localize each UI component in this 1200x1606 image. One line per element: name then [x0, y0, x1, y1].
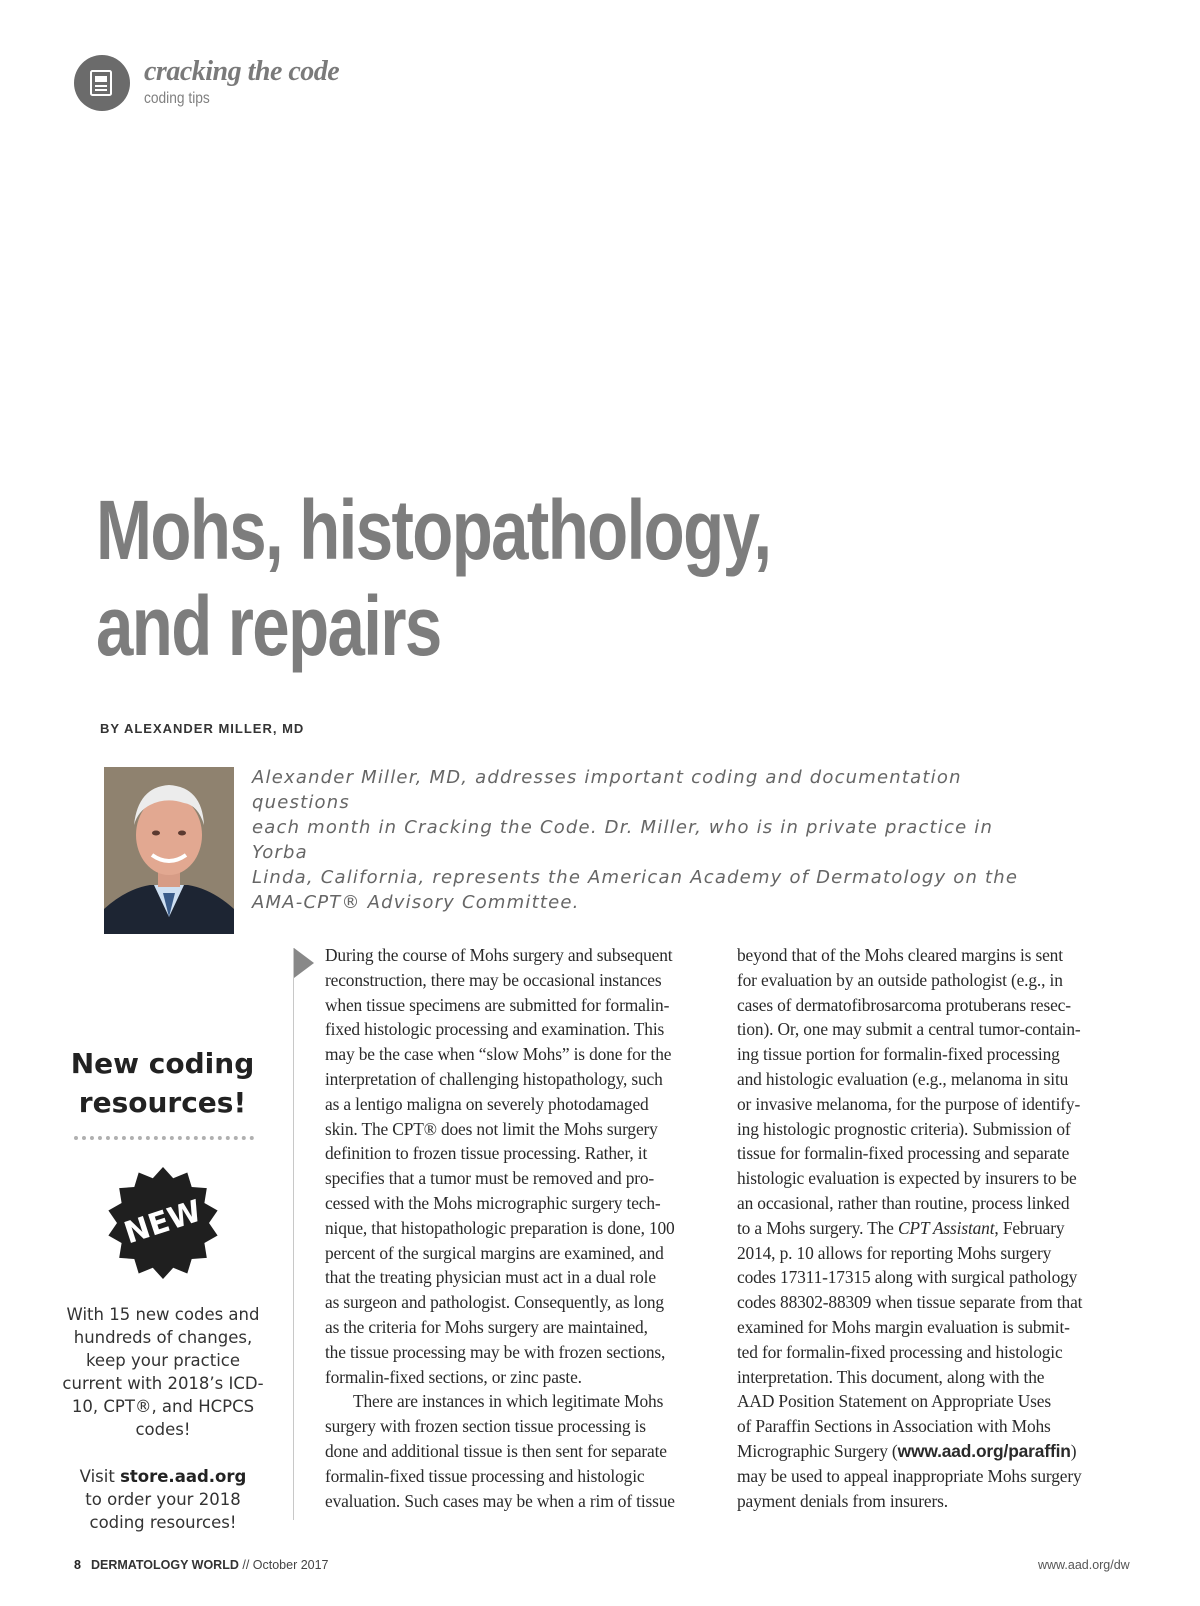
cta-line-3: coding resources!: [89, 1513, 237, 1532]
article-line: for evaluation by an outside pathologist (e.g., in: [737, 969, 1063, 990]
article-line: tissue for formalin-fixed processing and separate: [737, 1143, 1070, 1164]
article-line: formalin-fixed sections, or zinc paste.: [325, 1366, 582, 1387]
article-line: an occasional, rather than routine, process linked: [737, 1192, 1070, 1213]
url-line-prefix: Micrographic Surgery (: [737, 1440, 898, 1461]
magazine-name: DERMATOLOGY WORLD: [90, 1558, 239, 1572]
section-title: cracking the code: [144, 56, 340, 87]
sidebar-body: [58, 1303, 268, 1441]
starburst-icon: [104, 1164, 222, 1282]
article-line: reconstruction, there may be occasional instances: [325, 969, 662, 990]
article-headline: [96, 482, 816, 674]
article-line: percent of the surgical margins are examined, and: [325, 1242, 664, 1263]
article-line: [737, 1216, 1127, 1241]
article-line: as a lentigo maligna on severely photodamaged: [325, 1093, 649, 1114]
article-line: skin. The CPT® does not limit the Mohs surgery: [325, 1118, 658, 1139]
article-line: ted for formalin-fixed processing and histologic: [737, 1341, 1063, 1362]
author-bio: [252, 765, 1032, 915]
article-line: may be used to appeal inappropriate Mohs surgery: [737, 1465, 1082, 1486]
article-column-right: [737, 943, 1127, 1513]
article-line: cases of dermatofibrosarcoma protuberans resec-: [737, 994, 1071, 1015]
sidebar-body-line: codes!: [135, 1420, 191, 1439]
article-line: or invasive melanoma, for the purpose of identify-: [737, 1093, 1081, 1114]
article-line: as surgeon and pathologist. Consequently, as long: [325, 1292, 664, 1313]
article-line: ing histologic prognostic criteria). Submission of: [737, 1118, 1071, 1139]
article-start-arrow-icon: [294, 948, 314, 978]
sidebar-heading-line-2: resources!: [78, 1086, 247, 1119]
article-line: codes 17311-17315 along with surgical pathology: [737, 1267, 1078, 1288]
article-line: interpretation of challenging histopathology, such: [325, 1068, 663, 1089]
article-line: evaluation. Such cases may be when a rim of tissue: [325, 1490, 675, 1511]
author-bio-line: each month in Cracking the Code. Dr. Miller, who is in private practice in Yorba: [252, 817, 994, 863]
article-line: that the treating physician must act in a dual role: [325, 1267, 656, 1288]
article-line: when tissue specimens are submitted for formalin-: [325, 994, 670, 1015]
footer-url[interactable]: www.aad.org/dw: [1038, 1558, 1130, 1572]
article-line: nique, that histopathologic preparation is done, 100: [325, 1217, 675, 1238]
section-subtitle: coding tips: [144, 90, 210, 107]
cta-line-2: to order your 2018: [85, 1490, 241, 1509]
cpt-line-prefix: to a Mohs surgery. The: [737, 1217, 898, 1238]
section-icon: [74, 55, 130, 111]
new-badge: [104, 1164, 222, 1282]
headline-line-1: Mohs, histopathology,: [96, 483, 771, 577]
sidebar-body-line: current with 2018’s ICD-: [62, 1374, 264, 1393]
cpt-line-suffix: , February: [994, 1217, 1065, 1238]
author-bio-line: Linda, California, represents the American Academy of Dermatology on the: [252, 867, 1019, 888]
sidebar-body-line: 10, CPT®, and HCPCS: [71, 1397, 255, 1416]
paraffin-link[interactable]: www.aad.org/paraffin: [897, 1440, 1071, 1461]
sidebar-body-line: keep your practice: [85, 1351, 241, 1370]
article-line: fixed histologic processing and examination. This: [325, 1019, 665, 1040]
article-line: AAD Position Statement on Appropriate Uses: [737, 1391, 1051, 1412]
article-line: surgery with frozen section tissue processing is: [325, 1416, 646, 1437]
article-line: ing tissue portion for formalin-fixed processing: [737, 1044, 1060, 1065]
sidebar-heading-line-1: New coding: [70, 1047, 255, 1080]
author-portrait-graphic: [104, 767, 234, 934]
article-line: done and additional tissue is then sent for separate: [325, 1440, 667, 1461]
byline: BY ALEXANDER MILLER, MD: [100, 721, 305, 736]
author-bio-line: Alexander Miller, MD, addresses important coding and documentation questions: [252, 767, 962, 813]
sidebar-dotted-divider: [74, 1136, 254, 1140]
author-bio-line: AMA-CPT® Advisory Committee.: [252, 892, 580, 913]
article-line: [737, 1439, 1127, 1464]
store-link[interactable]: store.aad.org: [120, 1467, 247, 1486]
column-rule: [293, 948, 294, 1520]
article-line: examined for Mohs margin evaluation is submit-: [737, 1316, 1070, 1337]
article-line: definition to frozen tissue processing. Rather, it: [325, 1143, 648, 1164]
cpt-assistant-title: CPT Assistant: [897, 1217, 995, 1238]
article-line: beyond that of the Mohs cleared margins is sent: [737, 945, 1063, 965]
article-line: the tissue processing may be with frozen sections,: [325, 1341, 666, 1362]
article-line: There are instances in which legitimate Mohs: [353, 1391, 664, 1412]
article-line: may be the case when “slow Mohs” is done for the: [325, 1044, 672, 1065]
article-line: payment denials from insurers.: [737, 1490, 948, 1511]
article-line: tion). Or, one may submit a central tumor-contain-: [737, 1019, 1081, 1040]
headline-line-2: and repairs: [96, 579, 441, 673]
article-line: interpretation. This document, along with the: [737, 1366, 1045, 1387]
sidebar-body-line: With 15 new codes and: [66, 1305, 260, 1324]
article-line: codes 88302-88309 when tissue separate from that: [737, 1292, 1083, 1313]
sidebar-cta: [58, 1465, 268, 1534]
sidebar-body-line: hundreds of changes,: [73, 1328, 253, 1347]
page-number: 8: [74, 1558, 81, 1572]
url-line-suffix: ): [1070, 1440, 1077, 1461]
author-photo: [104, 767, 234, 934]
article-column-left: [325, 943, 715, 1513]
article-line: histologic evaluation is expected by insurers to be: [737, 1168, 1077, 1189]
footer-left: [74, 1558, 329, 1572]
article-line: formalin-fixed tissue processing and histologic: [325, 1465, 645, 1486]
article-line: cessed with the Mohs micrographic surgery tech-: [325, 1192, 661, 1213]
issue-date: // October 2017: [238, 1558, 329, 1572]
newspaper-icon: [89, 69, 115, 97]
cta-prefix: Visit: [79, 1467, 121, 1486]
article-line: specifies that a tumor must be removed and pro-: [325, 1168, 655, 1189]
article-line: and histologic evaluation (e.g., melanoma in situ: [737, 1068, 1069, 1089]
article-line: 2014, p. 10 allows for reporting Mohs surgery: [737, 1242, 1052, 1263]
sidebar-heading: [60, 1044, 265, 1122]
article-line: During the course of Mohs surgery and subsequent: [325, 945, 673, 965]
article-line: of Paraffin Sections in Association with Mohs: [737, 1416, 1051, 1437]
new-badge-text: NEW: [120, 1193, 206, 1252]
article-line: as the criteria for Mohs surgery are maintained,: [325, 1316, 648, 1337]
